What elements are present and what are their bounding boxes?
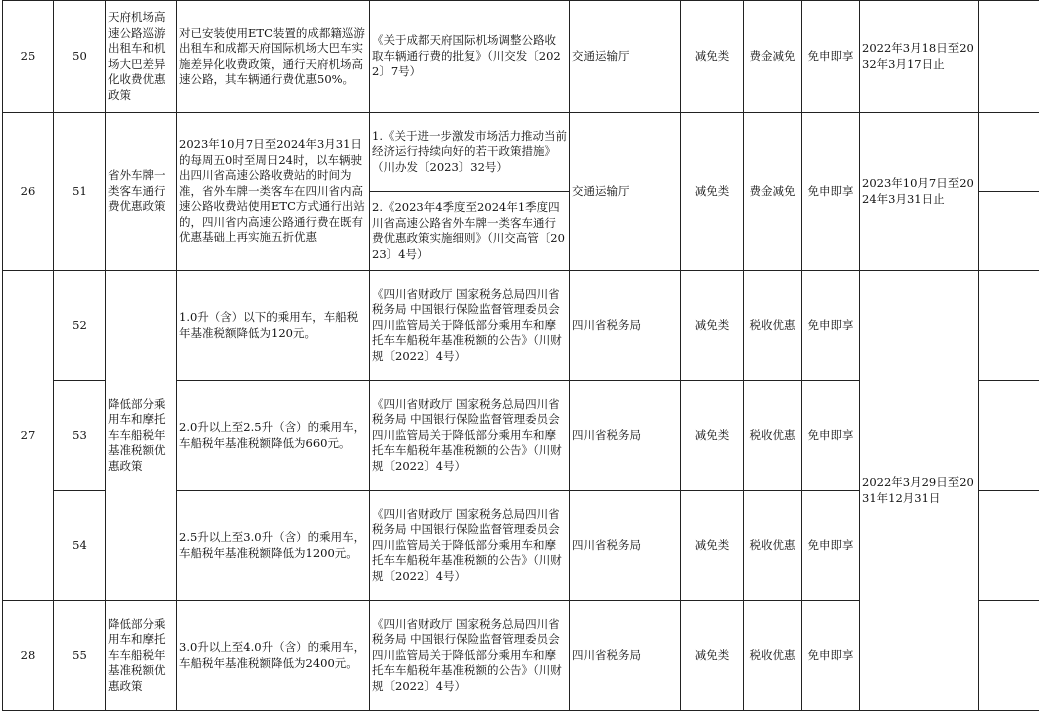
policy-content-cell: 1.0升（含）以下的乘用车，车船税年基准税额降低为120元。 <box>177 271 370 381</box>
department-cell: 四川省税务局 <box>570 381 681 491</box>
mode-cell: 免申即享 <box>802 381 860 491</box>
type-cell: 费金减免 <box>744 1 802 113</box>
seq-cell: 26 <box>3 113 54 271</box>
type-cell: 税收优惠 <box>744 381 802 491</box>
item-no-cell: 54 <box>54 491 106 601</box>
policy-content-cell: 3.0升以上至4.0升（含）的乘用车，车船税年基准税额降低为2400元。 <box>177 601 370 711</box>
remark-cell <box>979 1 1039 113</box>
seq-cell: 27 <box>3 271 54 601</box>
period-cell: 2022年3月29日至2031年12月31日 <box>860 271 979 711</box>
policy-content-cell: 2.0升以上至2.5升（含）的乘用车，车船税年基准税额降低为660元。 <box>177 381 370 491</box>
remark-cell <box>979 271 1039 381</box>
policy-name-cell: 降低部分乘用车和摩托车车船税年基准税额优惠政策 <box>106 271 177 601</box>
type-cell: 税收优惠 <box>744 491 802 601</box>
mode-cell: 免申即享 <box>802 1 860 113</box>
remark-cell <box>979 491 1039 601</box>
department-cell: 四川省税务局 <box>570 491 681 601</box>
category-cell: 减免类 <box>681 113 744 271</box>
category-cell: 减免类 <box>681 381 744 491</box>
type-cell: 费金减免 <box>744 113 802 271</box>
remark-cell <box>979 192 1039 271</box>
item-no-cell: 51 <box>54 113 106 271</box>
period-cell: 2022年3月18日至2032年3月17日止 <box>860 1 979 113</box>
type-cell: 税收优惠 <box>744 601 802 711</box>
policy-table <box>2 0 1039 711</box>
table-row <box>3 1 1039 113</box>
category-cell: 减免类 <box>681 601 744 711</box>
seq-cell: 28 <box>3 601 54 711</box>
policy-name-cell: 省外车牌一类客车通行费优惠政策 <box>106 113 177 271</box>
department-cell: 交通运输厅 <box>570 1 681 113</box>
policy-basis-cell: 《关于成都天府国际机场调整公路收取车辆通行费的批复》（川交发〔2022〕7号） <box>370 1 570 113</box>
item-no-cell: 50 <box>54 1 106 113</box>
category-cell: 减免类 <box>681 271 744 381</box>
remark-cell <box>979 381 1039 491</box>
policy-name-cell: 天府机场高速公路巡游出租车和机场大巴差异化收费优惠政策 <box>106 1 177 113</box>
policy-name-cell: 降低部分乘用车和摩托车车船税年基准税额优惠政策 <box>106 601 177 711</box>
mode-cell: 免申即享 <box>802 601 860 711</box>
policy-basis-cell: 1.《关于进一步激发市场活力推动当前经济运行持续向好的若干政策措施》（川办发〔2023〕32号） <box>370 113 570 192</box>
remark-cell <box>979 113 1039 192</box>
mode-cell: 免申即享 <box>802 113 860 271</box>
policy-basis-cell: 《四川省财政厅 国家税务总局四川省税务局 中国银行保险监督管理委员会四川监管局关于降低部分乘用车和摩托车车船税年基准税额的公告》（川财规〔2022〕4号） <box>370 601 570 711</box>
category-cell: 减免类 <box>681 1 744 113</box>
item-no-cell: 53 <box>54 381 106 491</box>
item-no-cell: 55 <box>54 601 106 711</box>
policy-basis-cell: 《四川省财政厅 国家税务总局四川省税务局 中国银行保险监督管理委员会四川监管局关于降低部分乘用车和摩托车车船税年基准税额的公告》（川财规〔2022〕4号） <box>370 271 570 381</box>
department-cell: 四川省税务局 <box>570 271 681 381</box>
policy-basis-cell: 《四川省财政厅 国家税务总局四川省税务局 中国银行保险监督管理委员会四川监管局关于降低部分乘用车和摩托车车船税年基准税额的公告》（川财规〔2022〕4号） <box>370 381 570 491</box>
remark-cell <box>979 601 1039 711</box>
table-row <box>3 113 1039 192</box>
table-row <box>3 271 1039 381</box>
type-cell: 税收优惠 <box>744 271 802 381</box>
mode-cell: 免申即享 <box>802 271 860 381</box>
policy-basis-cell: 2.《2023年4季度至2024年1季度四川省高速公路省外车牌一类客车通行费优惠政策实施细则》（川交高管〔2023〕4号） <box>370 192 570 271</box>
policy-content-cell: 2023年10月7日至2024年3月31日的每周五0时至周日24时，以车辆驶出四川省高速公路收费站的时间为准，省外车牌一类客车在四川省内高速公路收费站使用ETC方式通行出站的，四川省内高速公路通行费在既有优惠基础上再实施五折优惠 <box>177 113 370 271</box>
item-no-cell: 52 <box>54 271 106 381</box>
category-cell: 减免类 <box>681 491 744 601</box>
policy-content-cell: 对已安装使用ETC装置的成都籍巡游出租车和成都天府国际机场大巴车实施差异化收费政策，通行天府机场高速公路，其车辆通行费优惠50%。 <box>177 1 370 113</box>
policy-content-cell: 2.5升以上至3.0升（含）的乘用车，车船税年基准税额降低为1200元。 <box>177 491 370 601</box>
mode-cell: 免申即享 <box>802 491 860 601</box>
department-cell: 交通运输厅 <box>570 113 681 271</box>
department-cell: 四川省税务局 <box>570 601 681 711</box>
period-cell: 2023年10月7日至2024年3月31日止 <box>860 113 979 271</box>
policy-basis-cell: 《四川省财政厅 国家税务总局四川省税务局 中国银行保险监督管理委员会四川监管局关于降低部分乘用车和摩托车车船税年基准税额的公告》（川财规〔2022〕4号） <box>370 491 570 601</box>
seq-cell: 25 <box>3 1 54 113</box>
